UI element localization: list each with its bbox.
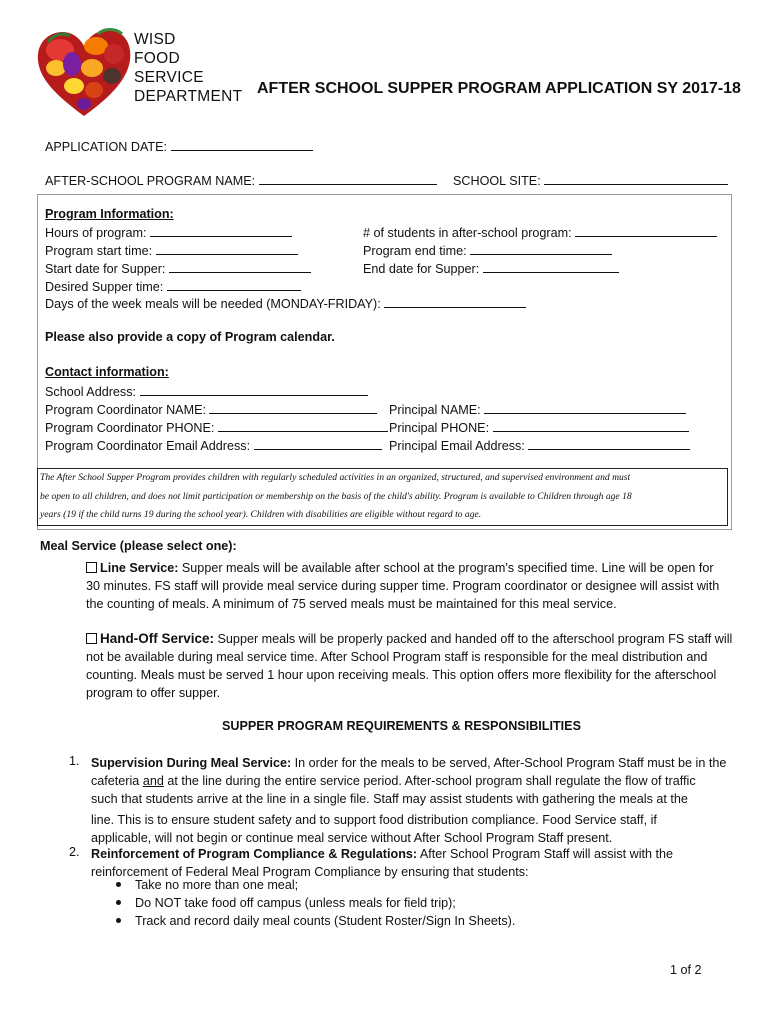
hours-field[interactable]: Hours of program:: [45, 224, 292, 240]
num-students-field[interactable]: # of students in after-school program:: [363, 224, 717, 240]
list-item: Track and record daily meal counts (Student Roster/Sign In Sheets).: [116, 912, 515, 930]
list-item: Do NOT take food off campus (unless meals for field trip);: [116, 894, 515, 912]
list-item: Take no more than one meal;: [116, 876, 515, 894]
contact-info-heading: Contact information:: [45, 365, 169, 379]
form-title: AFTER SCHOOL SUPPER PROGRAM APPLICATION SY 2017-18: [257, 80, 741, 97]
school-address-field[interactable]: School Address:: [45, 383, 368, 399]
item-1-number: 1.: [69, 754, 80, 768]
page-number: 1 of 2: [670, 963, 702, 977]
desired-time-field[interactable]: Desired Supper time:: [45, 278, 301, 294]
program-info-heading: Program Information:: [45, 207, 174, 221]
end-time-field[interactable]: Program end time:: [363, 242, 612, 258]
line-service-option: Line Service: Supper meals will be available after school at the program's specified time. Line will be open for 30 minutes. FS staff will provide meal service during supper time. Program coordinator or designee will assist with the counting of meals. A minimum of 75 served meals must be maintained for this meal service.: [86, 561, 720, 611]
application-date-field[interactable]: APPLICATION DATE:: [45, 138, 313, 154]
start-date-field[interactable]: Start date for Supper:: [45, 260, 311, 276]
handoff-service-option: Hand-Off Service: Supper meals will be properly packed and handed off to the afterschool program FS staff will not be available during meal service time. After School Program staff is responsible for the meal distribution and counting. Meals must be served 1 hour upon receiving meals. This option offers more flexibility for the afterschool program to offer supper.: [86, 631, 733, 700]
compliance-bullets: [116, 876, 515, 930]
eligibility-notice: The After School Supper Program provides children with regularly scheduled activities in an organized, structured, and supervised environment and must be open to all children, and does not limit participation or membership on the basis of the child's ability. Program is available to Children through age 18 years (19 if the child turns 19 during the school year). Children with disabilities are eligible without regard to age.: [37, 468, 728, 526]
requirements-heading: SUPPER PROGRAM REQUIREMENTS & RESPONSIBILITIES: [222, 719, 581, 733]
end-date-field[interactable]: End date for Supper:: [363, 260, 619, 276]
start-time-field[interactable]: Program start time:: [45, 242, 298, 258]
calendar-note: Please also provide a copy of Program calendar.: [45, 330, 335, 344]
item-2-compliance: Reinforcement of Program Compliance & Regulations: After School Program Staff will assist with the reinforcement of Federal Meal Program Compliance by ensuring that students:: [91, 847, 674, 879]
principal-email-field[interactable]: Principal Email Address:: [389, 437, 690, 453]
coordinator-email-field[interactable]: Program Coordinator Email Address:: [45, 437, 382, 453]
line-service-checkbox[interactable]: [86, 562, 97, 573]
coordinator-phone-field[interactable]: Program Coordinator PHONE:: [45, 419, 388, 435]
item-2-number: 2.: [69, 845, 80, 859]
department-name: WISD FOOD SERVICE DEPARTMENT: [134, 31, 243, 105]
principal-phone-field[interactable]: Principal PHONE:: [389, 419, 689, 435]
program-name-field[interactable]: AFTER-SCHOOL PROGRAM NAME:: [45, 172, 437, 188]
meal-service-heading: Meal Service (please select one):: [40, 539, 237, 553]
principal-name-field[interactable]: Principal NAME:: [389, 401, 686, 417]
coordinator-name-field[interactable]: Program Coordinator NAME:: [45, 401, 377, 417]
days-field[interactable]: Days of the week meals will be needed (MONDAY-FRIDAY):: [45, 295, 526, 311]
wisd-food-heart-logo: [34, 24, 134, 122]
item-1-supervision: Supervision During Meal Service: In order for the meals to be served, After-School Program Staff must be in the cafeteria and at the line during the entire service period. After-school program shall regulate the flow of traffic such that students arrive at the line in a single file. Staff may assist students with gathering the meals at the line. This is to ensure student safety and to support food distribution compliance. Food Service staff, if applicable, will not begin or continue meal service without After School Program Staff present.: [91, 756, 727, 845]
school-site-field[interactable]: SCHOOL SITE:: [453, 172, 728, 188]
handoff-service-checkbox[interactable]: [86, 633, 97, 644]
